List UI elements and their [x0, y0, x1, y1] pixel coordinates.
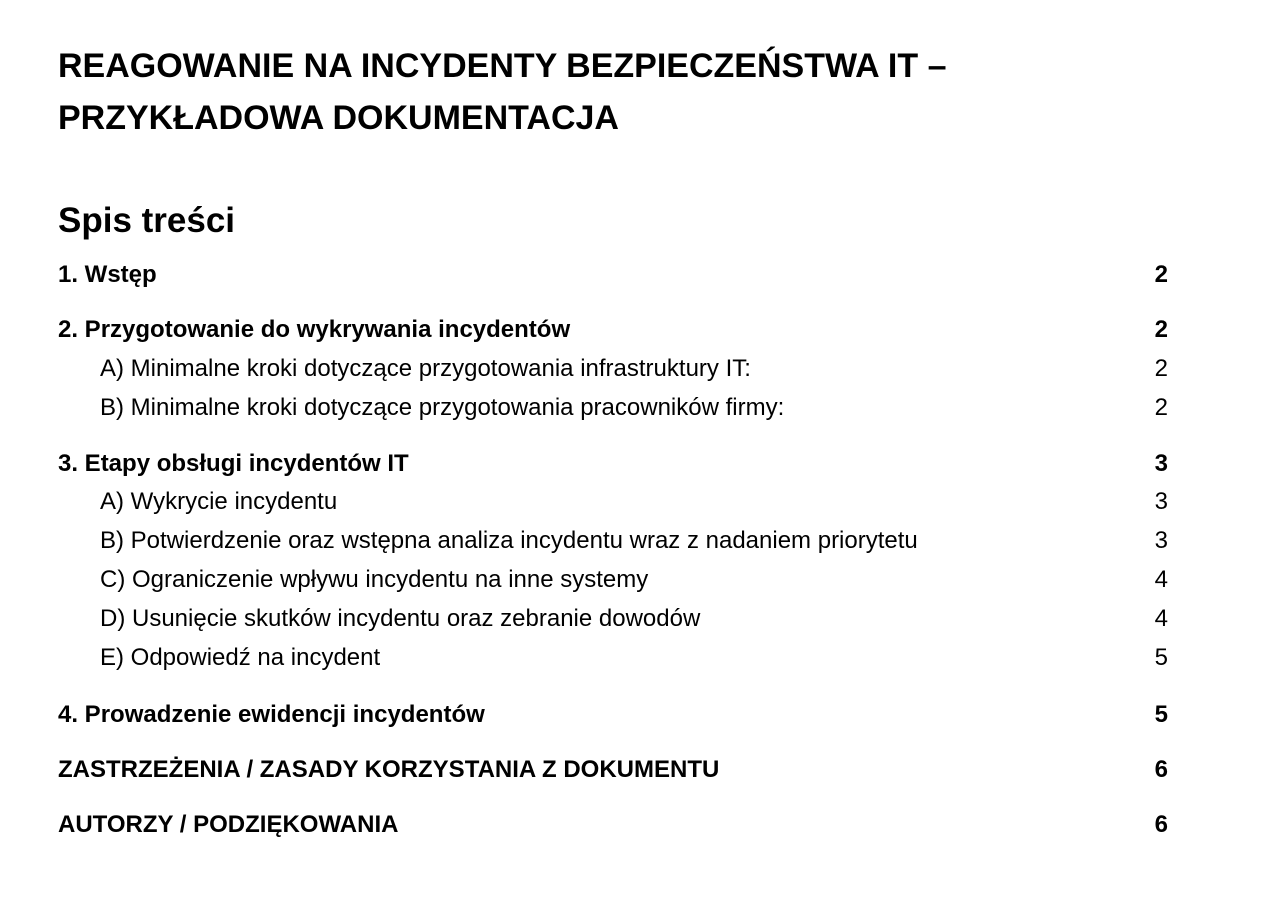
toc-entry-page: 2: [1154, 355, 1168, 382]
toc-entry-page: 5: [1154, 644, 1168, 671]
toc-entry[interactable]: [58, 698, 1168, 732]
toc-subentry[interactable]: [58, 641, 1168, 675]
toc-entry-label: 3. Etapy obsługi incydentów IT: [58, 450, 409, 477]
toc-entry-label: A) Wykrycie incydentu: [100, 488, 338, 515]
toc-entry[interactable]: [58, 258, 1168, 292]
toc-entry-page: 6: [1154, 811, 1168, 838]
document-title-line-2: PRZYKŁADOWA DOKUMENTACJA: [58, 99, 619, 137]
toc-entry-label: 4. Prowadzenie ewidencji incydentów: [58, 701, 485, 728]
toc-entry[interactable]: [58, 808, 1168, 842]
toc-entry-page: 6: [1154, 756, 1168, 783]
document-title-line-1: REAGOWANIE NA INCYDENTY BEZPIECZEŃSTWA IT –: [58, 47, 947, 85]
toc-heading: Spis treści: [58, 201, 236, 240]
toc-entry-page: 3: [1154, 450, 1168, 477]
toc-subentry[interactable]: [58, 485, 1168, 519]
toc-entry[interactable]: [58, 313, 1168, 347]
toc-entry-page: 4: [1154, 566, 1168, 593]
toc-entry-page: 3: [1154, 488, 1168, 515]
toc-entry-label: E) Odpowiedź na incydent: [100, 644, 381, 671]
toc-entry-label: B) Potwierdzenie oraz wstępna analiza incydentu wraz z nadaniem priorytetu: [100, 527, 918, 554]
toc-entry-label: 2. Przygotowanie do wykrywania incydentów: [58, 316, 571, 343]
toc-entry-label: 1. Wstęp: [58, 261, 157, 288]
toc-entry-label: B) Minimalne kroki dotyczące przygotowania pracowników firmy:: [100, 394, 785, 421]
toc-entry-label: ZASTRZEŻENIA / ZASADY KORZYSTANIA Z DOKUMENTU: [58, 756, 720, 783]
toc-entry-page: 2: [1154, 261, 1168, 288]
toc-entry-page: 2: [1154, 316, 1168, 343]
toc-subentry[interactable]: [58, 391, 1168, 425]
toc-subentry[interactable]: [58, 563, 1168, 597]
toc-entry-label: A) Minimalne kroki dotyczące przygotowania infrastruktury IT:: [100, 355, 751, 382]
toc-entry[interactable]: [58, 447, 1168, 481]
toc-subentry[interactable]: [58, 352, 1168, 386]
toc-entry-label: D) Usunięcie skutków incydentu oraz zebranie dowodów: [100, 605, 701, 632]
toc-subentry[interactable]: [58, 524, 1168, 558]
toc-entry-page: 4: [1154, 605, 1168, 632]
toc-entry-page: 2: [1154, 394, 1168, 421]
toc-entry[interactable]: [58, 753, 1168, 787]
toc-entry-page: 5: [1154, 701, 1168, 728]
table-of-contents: [58, 0, 1168, 903]
toc-entry-label: AUTORZY / PODZIĘKOWANIA: [58, 811, 399, 838]
toc-entry-label: C) Ograniczenie wpływu incydentu na inne systemy: [100, 566, 649, 593]
toc-entry-page: 3: [1154, 527, 1168, 554]
toc-subentry[interactable]: [58, 602, 1168, 636]
